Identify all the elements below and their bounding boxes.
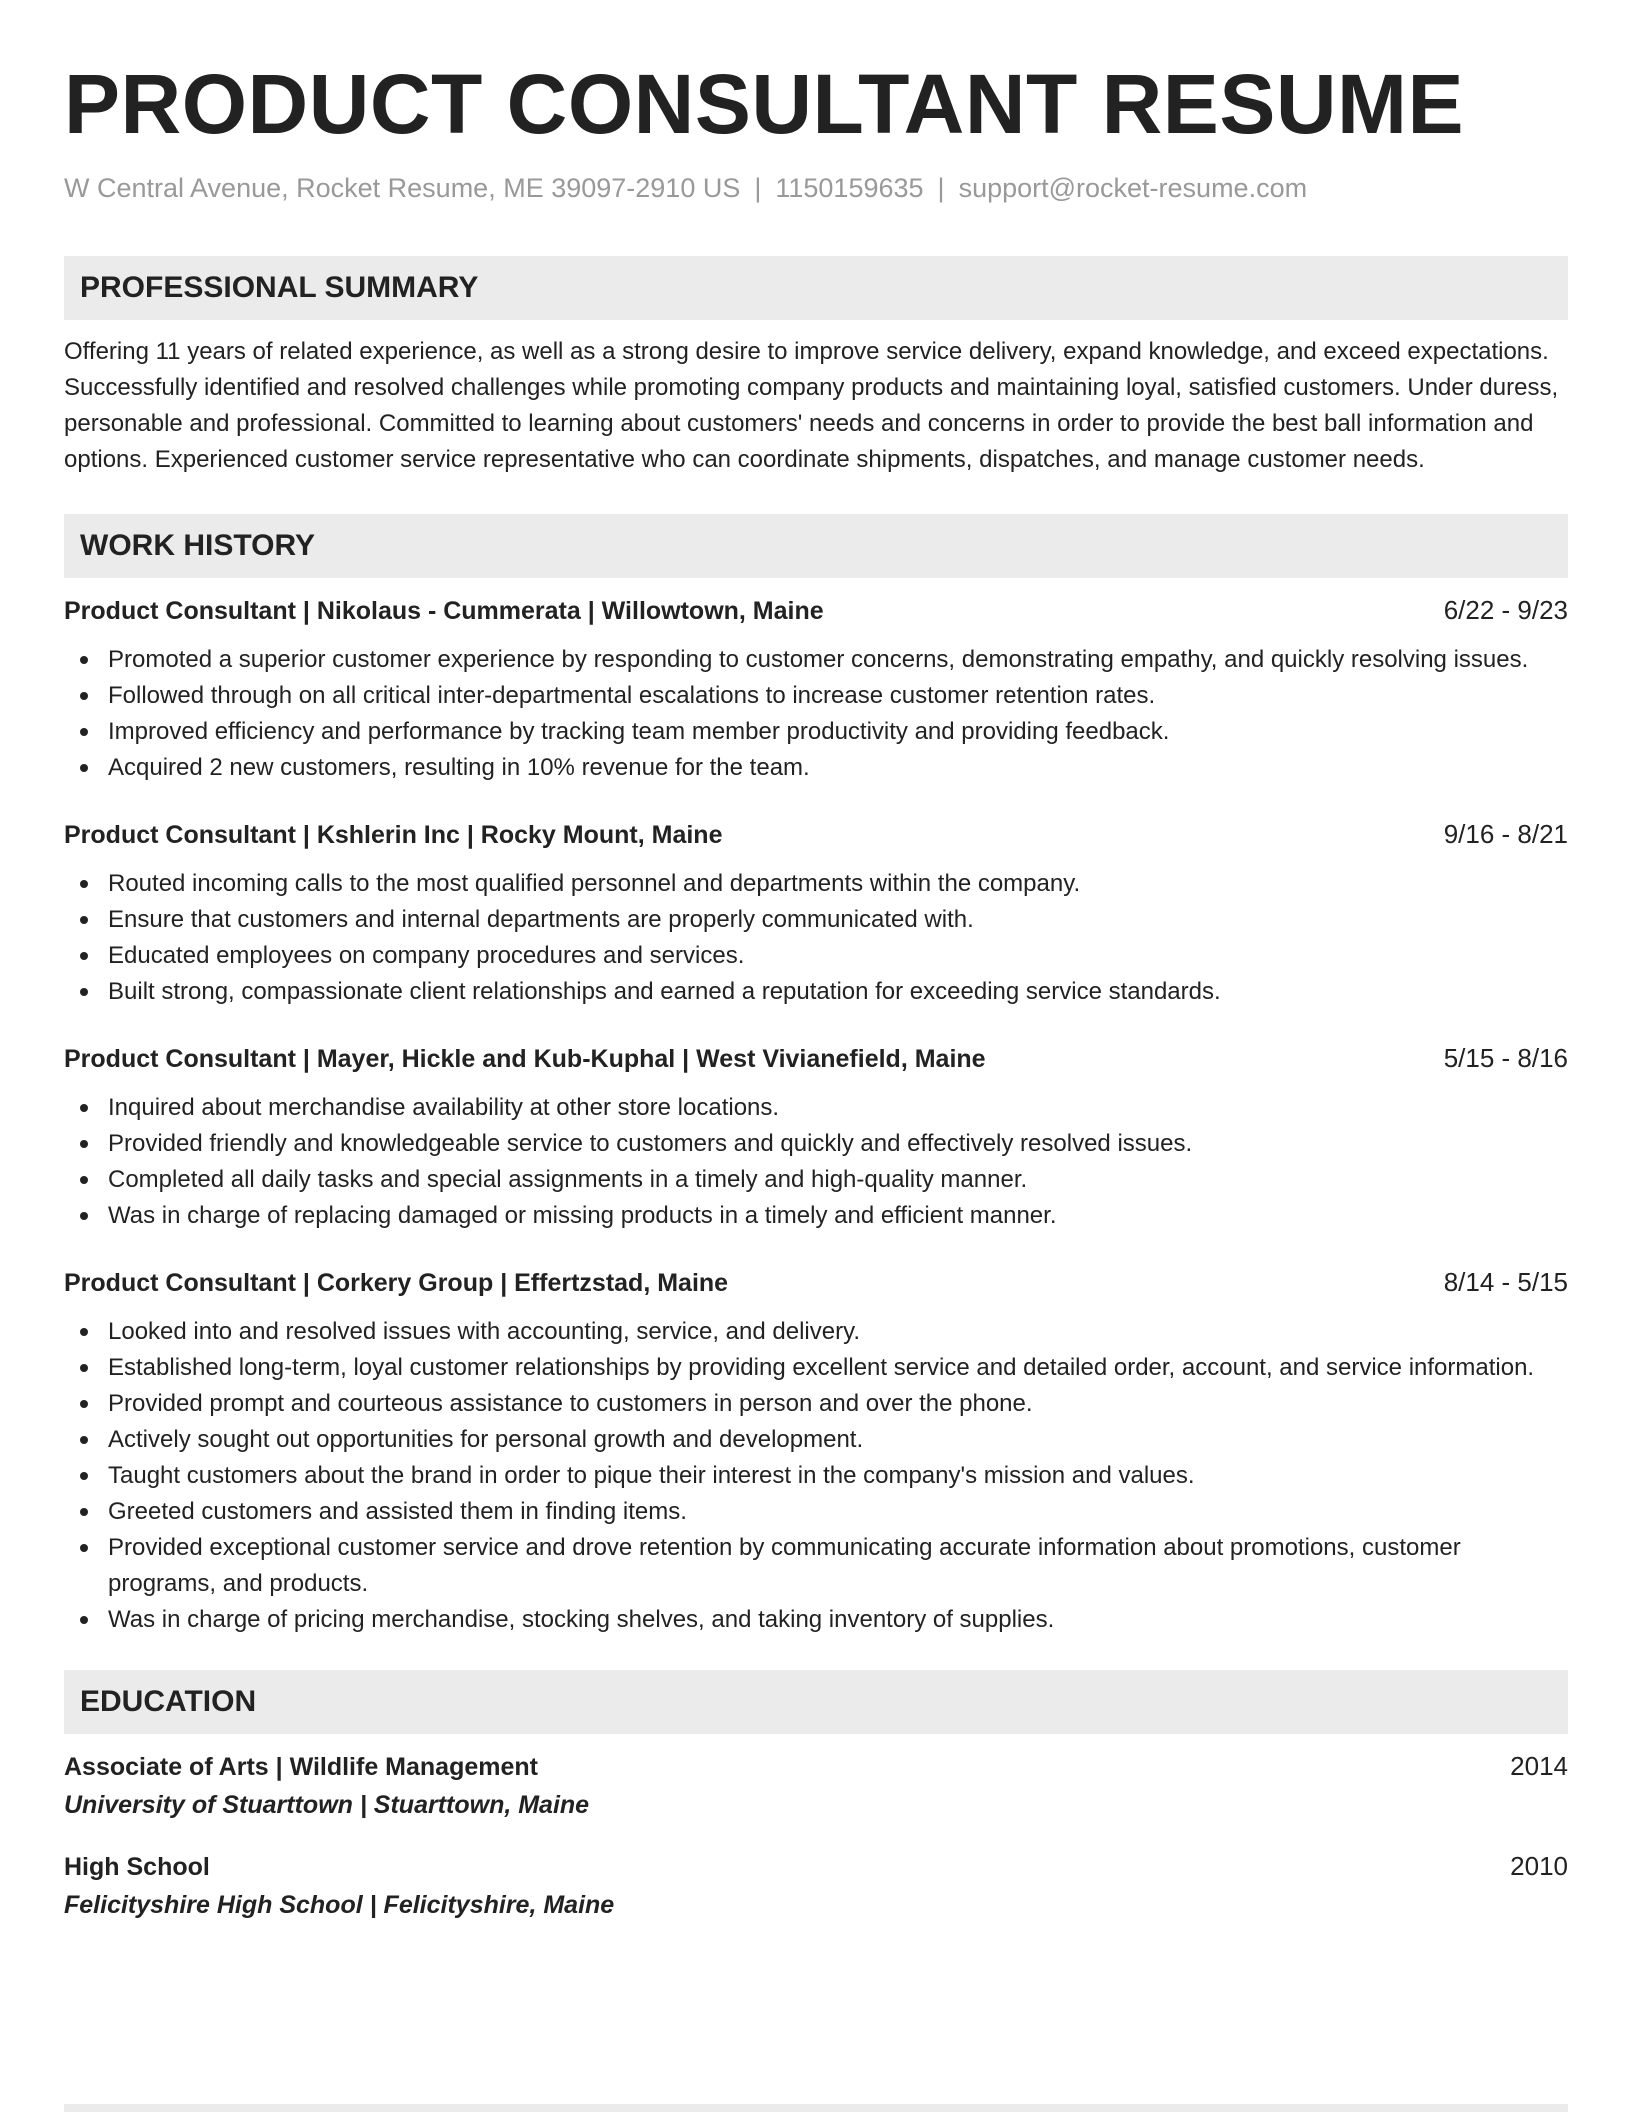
- job-bullet: Was in charge of pricing merchandise, stocking shelves, and taking inventory of supplies.: [108, 1602, 1568, 1638]
- job-bullet: Established long-term, loyal customer relationships by providing excellent service and detailed order, account, and service information.: [108, 1350, 1568, 1386]
- job-title: Product Consultant | Nikolaus - Cummerata | Willowtown, Maine: [64, 597, 824, 625]
- job-bullet: Actively sought out opportunities for personal growth and development.: [108, 1422, 1568, 1458]
- job-header: [64, 592, 1568, 628]
- job-bullet: Routed incoming calls to the most qualified personnel and departments within the company.: [108, 866, 1568, 902]
- job-bullet: Provided exceptional customer service and drove retention by communicating accurate information about promotions, customer programs, and products.: [108, 1530, 1568, 1602]
- bottom-divider: [64, 2104, 1568, 2112]
- contact-line: [64, 172, 1568, 204]
- job-entry: [64, 592, 1568, 786]
- job-entry: [64, 1040, 1568, 1234]
- section-header-work-history: WORK HISTORY: [64, 514, 1568, 578]
- job-bullet: Looked into and resolved issues with accounting, service, and delivery.: [108, 1314, 1568, 1350]
- job-bullet: Provided prompt and courteous assistance to customers in person and over the phone.: [108, 1386, 1568, 1422]
- job-entry: [64, 816, 1568, 1010]
- job-bullets: [64, 1090, 1568, 1234]
- job-bullets: [64, 866, 1568, 1010]
- job-bullet: Followed through on all critical inter-departmental escalations to increase customer retention rates.: [108, 678, 1568, 714]
- job-title: Product Consultant | Kshlerin Inc | Rocky Mount, Maine: [64, 821, 723, 849]
- job-bullet: Taught customers about the brand in order to pique their interest in the company's mission and values.: [108, 1458, 1568, 1494]
- job-dates: 5/15 - 8/16: [1443, 1043, 1568, 1073]
- contact-separator: |: [754, 173, 762, 203]
- job-dates: 9/16 - 8/21: [1443, 819, 1568, 849]
- job-dates: 6/22 - 9/23: [1443, 595, 1568, 625]
- education-school: Felicityshire High School | Felicityshire, Maine: [64, 1891, 615, 1919]
- job-bullet: Ensure that customers and internal departments are properly communicated with.: [108, 902, 1568, 938]
- section-header-education: EDUCATION: [64, 1670, 1568, 1734]
- job-title: Product Consultant | Corkery Group | Effertzstad, Maine: [64, 1269, 729, 1297]
- job-bullet: Educated employees on company procedures and services.: [108, 938, 1568, 974]
- contact-separator: |: [937, 173, 945, 203]
- job-bullet: Improved efficiency and performance by tracking team member productivity and providing feedback.: [108, 714, 1568, 750]
- education-header: [64, 1848, 1568, 1884]
- education-degree: Associate of Arts | Wildlife Management: [64, 1753, 538, 1781]
- job-bullet: Completed all daily tasks and special assignments in a timely and high-quality manner.: [108, 1162, 1568, 1198]
- job-header: [64, 1264, 1568, 1300]
- resume-title: PRODUCT CONSULTANT RESUME: [64, 57, 1465, 151]
- job-title: Product Consultant | Mayer, Hickle and Kub-Kuphal | West Vivianefield, Maine: [64, 1045, 986, 1073]
- contact-email: support@rocket-resume.com: [958, 173, 1308, 203]
- job-bullet: Was in charge of replacing damaged or missing products in a timely and efficient manner.: [108, 1198, 1568, 1234]
- job-bullet: Inquired about merchandise availability at other store locations.: [108, 1090, 1568, 1126]
- job-bullets: [64, 642, 1568, 786]
- job-bullet: Acquired 2 new customers, resulting in 10% revenue for the team.: [108, 750, 1568, 786]
- job-dates: 8/14 - 5/15: [1443, 1267, 1568, 1297]
- summary-text: Offering 11 years of related experience, as well as a strong desire to improve service delivery, expand knowledge, and exceed expectations. Successfully identified and resolved challenges while promoting company products and maintaining loyal, satisfied customers. Under duress, personable and professional. Committed to learning about customers' needs and concerns in order to provide the best ball information and options. Experienced customer service representative who can coordinate shipments, dispatches, and manage customer needs.: [64, 338, 1559, 473]
- job-header: [64, 816, 1568, 852]
- job-header: [64, 1040, 1568, 1076]
- job-bullet: Provided friendly and knowledgeable service to customers and quickly and effectively resolved issues.: [108, 1126, 1568, 1162]
- education-entry: [64, 1848, 1568, 1922]
- education-entry: [64, 1748, 1568, 1822]
- job-entry: [64, 1264, 1568, 1638]
- work-history-list: [64, 592, 1568, 1638]
- contact-phone: 1150159635: [775, 173, 924, 203]
- contact-address: W Central Avenue, Rocket Resume, ME 39097-2910 US: [64, 173, 741, 203]
- education-header: [64, 1748, 1568, 1784]
- resume-page: [64, 0, 1568, 1922]
- job-bullet: Greeted customers and assisted them in finding items.: [108, 1494, 1568, 1530]
- education-year: 2014: [1510, 1751, 1568, 1781]
- job-bullet: Built strong, compassionate client relationships and earned a reputation for exceeding service standards.: [108, 974, 1568, 1010]
- section-header-summary: PROFESSIONAL SUMMARY: [64, 256, 1568, 320]
- job-bullet: Promoted a superior customer experience by responding to customer concerns, demonstrating empathy, and quickly resolving issues.: [108, 642, 1568, 678]
- education-school: University of Stuarttown | Stuarttown, Maine: [64, 1791, 590, 1819]
- education-degree: High School: [64, 1853, 210, 1881]
- job-bullets: [64, 1314, 1568, 1638]
- education-year: 2010: [1510, 1851, 1568, 1881]
